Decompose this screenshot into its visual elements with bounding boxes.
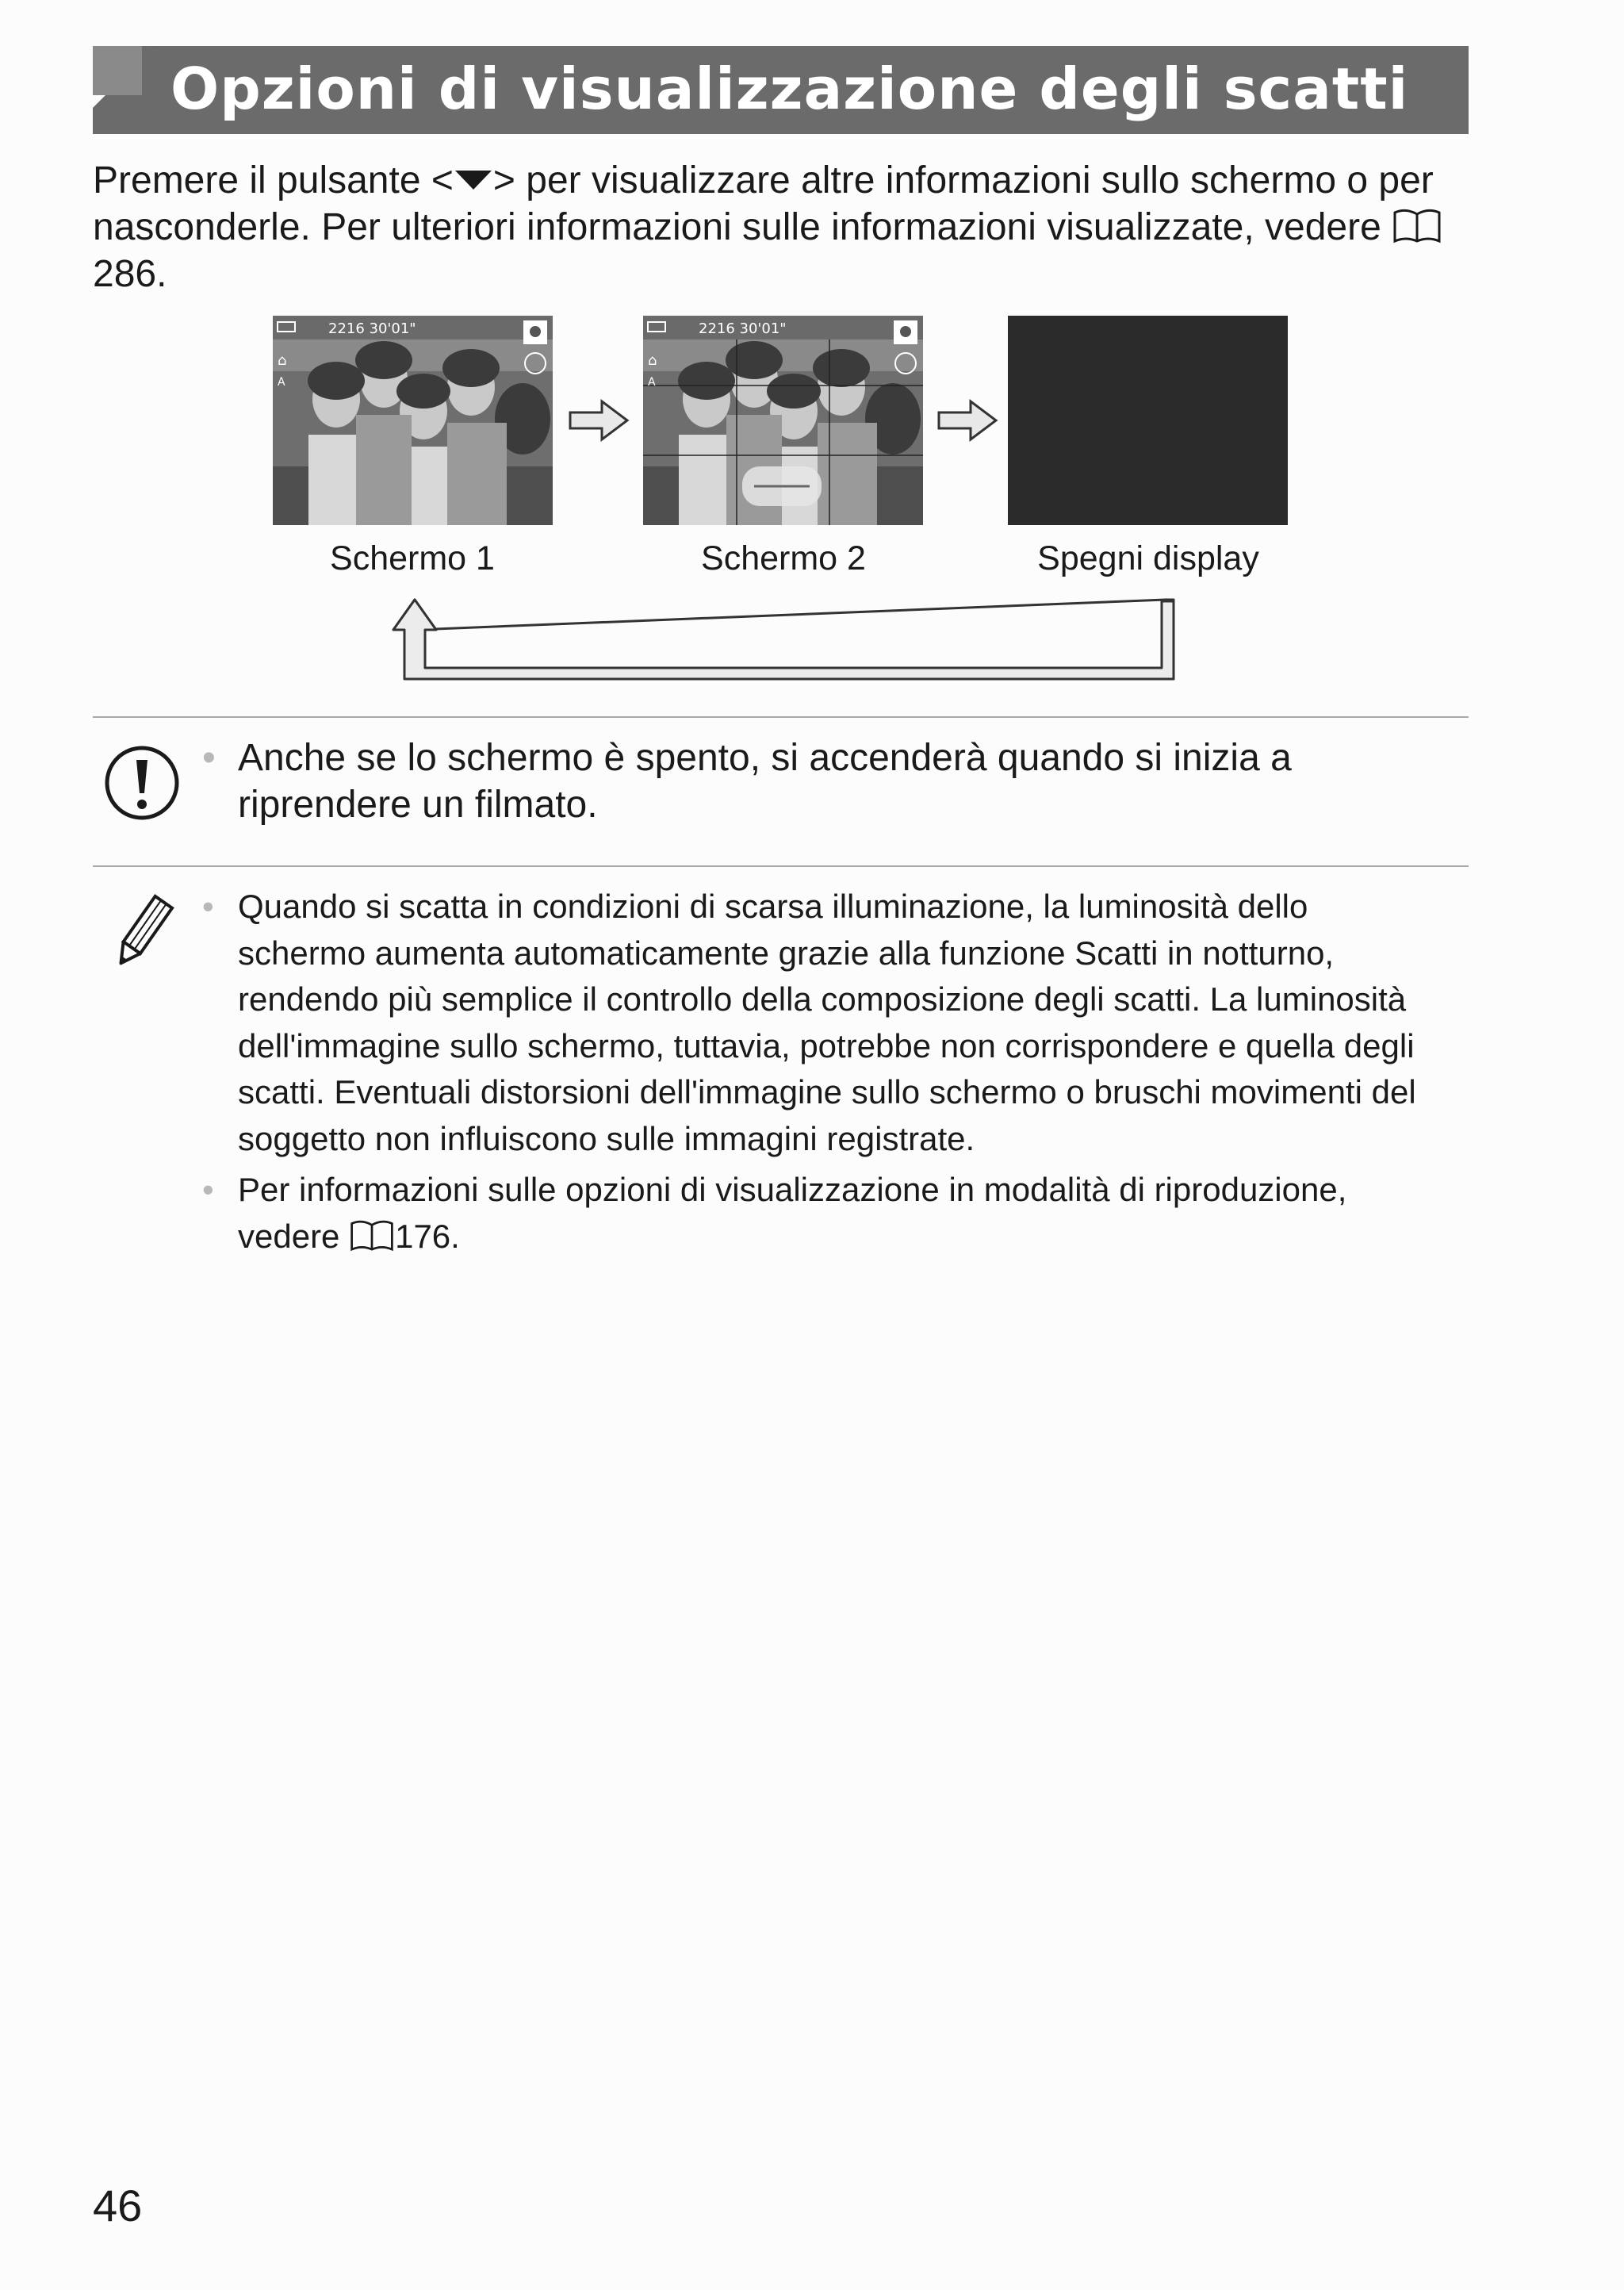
list-item [202, 1167, 1439, 1260]
divider [93, 716, 1469, 718]
note-text: Per informazioni sulle opzioni di visualizzazione in modalità di riproduzione, vedere [238, 1171, 1347, 1255]
intro-paragraph [93, 157, 1480, 297]
note-text: Quando si scatta in condizioni di scarsa illuminazione, la luminosità dello schermo aumenta automaticamente grazie alla funzione Scatti in notturno, rendendo più semplice il controllo della composizione degli scatti. La luminosità dell'immagine sullo schermo, tuttavia, potrebbe non corrispondere e quella degli scatti. Eventuali distorsioni dell'immagine sullo schermo o bruschi movimenti del soggetto non influiscono sulle immagini registrate. [238, 888, 1416, 1157]
loop-back-arrow-icon [389, 595, 1182, 682]
book-icon [349, 1218, 395, 1252]
svg-text:⌂: ⌂ [648, 352, 657, 369]
caution-exclamation-icon [103, 744, 181, 822]
svg-text:2216 30'01": 2216 30'01" [328, 320, 416, 337]
screen-1-label: Schermo 1 [330, 539, 495, 577]
screen-2-image [643, 316, 923, 525]
svg-text:2216 30'01": 2216 30'01" [699, 320, 787, 337]
caution-text: Anche se lo schermo è spento, si accenderà quando si inizia a riprendere un filmato. [238, 737, 1292, 826]
bullet: • [202, 737, 216, 779]
arrow-right-icon [936, 397, 999, 444]
bullet: • [202, 888, 214, 925]
arrow-right-icon [567, 397, 630, 444]
screen-2-label: Schermo 2 [701, 539, 866, 577]
caution-block [202, 735, 1439, 828]
bullet: • [202, 1171, 214, 1208]
divider [93, 865, 1469, 867]
down-triangle-icon [454, 169, 493, 191]
screen-1-image [273, 316, 553, 525]
note-page-ref: 176. [395, 1217, 460, 1255]
svg-text:⌂: ⌂ [278, 352, 287, 369]
screen-off-label: Spegni display [1037, 539, 1259, 577]
page-title: Opzioni di visualizzazione degli scatti [170, 56, 1409, 122]
list-item [202, 735, 1439, 828]
svg-text:A: A [278, 376, 285, 389]
intro-page-ref: 286. [93, 253, 167, 295]
svg-text:A: A [648, 376, 656, 389]
book-icon [1392, 206, 1442, 244]
pencil-note-icon [107, 892, 178, 972]
title-corner-notch [93, 46, 155, 108]
page-number: 46 [93, 2181, 143, 2231]
notes-block [202, 884, 1439, 1264]
intro-text-2: > per visualizzare altre informazioni sullo schermo o per nasconderle. Per ulteriori informazioni sulle informazioni visualizzate, vedere [93, 159, 1434, 248]
screen-off-image [1008, 316, 1288, 525]
intro-text-1: Premere il pulsante < [93, 159, 454, 201]
list-item [202, 884, 1439, 1162]
